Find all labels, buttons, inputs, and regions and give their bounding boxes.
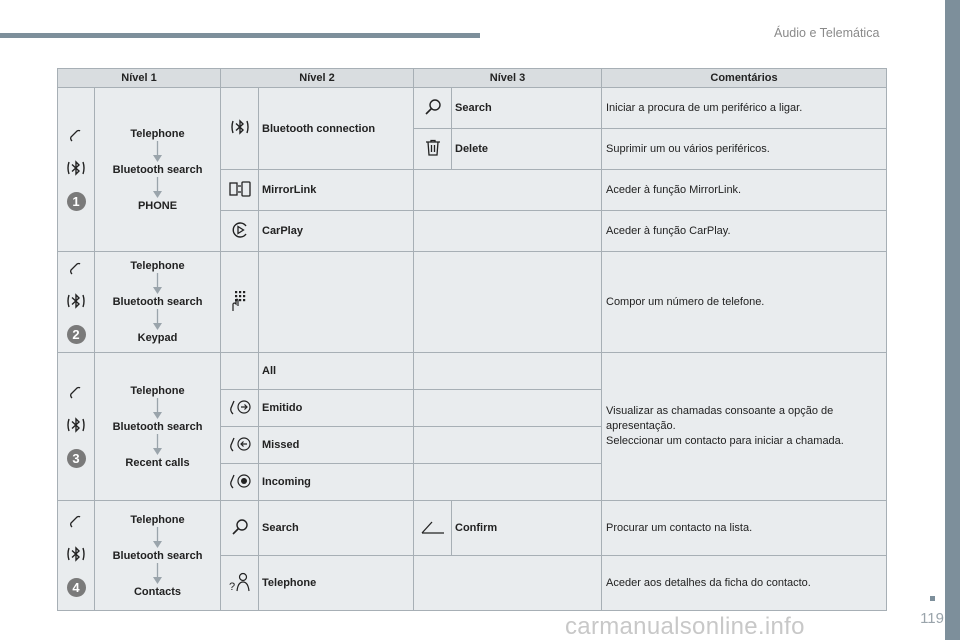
level2-label: Emitido bbox=[259, 390, 414, 427]
level1-path bbox=[95, 501, 221, 611]
page-number: 119 bbox=[920, 610, 944, 627]
phone-icon bbox=[68, 514, 84, 530]
level3-empty bbox=[414, 353, 602, 390]
search-icon bbox=[423, 97, 443, 117]
group-icons-3 bbox=[58, 353, 95, 501]
column-header-level1: Nível 1 bbox=[58, 69, 221, 88]
level1-item: Contacts bbox=[133, 585, 182, 598]
phone-icon bbox=[68, 128, 84, 144]
level2-icon-cell bbox=[221, 427, 259, 464]
arrow-down-icon bbox=[152, 273, 163, 295]
level3-icon-cell bbox=[414, 88, 452, 129]
comment-line: Seleccionar um contacto para iniciar a chamada. bbox=[606, 435, 844, 447]
level2-icon-cell bbox=[221, 211, 259, 252]
menu-number-badge: 2 bbox=[67, 325, 86, 344]
comment-cell: Aceder aos detalhes da ficha do contacto. bbox=[602, 556, 887, 611]
level3-label: Delete bbox=[452, 129, 602, 170]
level2-icon-cell bbox=[221, 501, 259, 556]
level1-item: Telephone bbox=[130, 513, 185, 526]
level2-icon-cell bbox=[221, 556, 259, 611]
arrow-down-icon bbox=[152, 177, 163, 199]
arrow-down-icon bbox=[152, 563, 163, 585]
group-icons-1 bbox=[58, 88, 95, 252]
phone-icon bbox=[68, 385, 84, 401]
watermark: carmanualsonline.info bbox=[565, 613, 805, 640]
level2-label: Telephone bbox=[259, 556, 414, 611]
section-title: Áudio e Telemática bbox=[774, 26, 880, 40]
level3-empty bbox=[414, 390, 602, 427]
trash-icon bbox=[423, 138, 443, 158]
level2-icon-cell bbox=[221, 170, 259, 211]
level2-empty bbox=[259, 252, 414, 353]
table-header-row bbox=[58, 69, 887, 88]
level2-label: CarPlay bbox=[259, 211, 414, 252]
table-row bbox=[58, 88, 887, 129]
level2-icon-cell bbox=[221, 88, 259, 170]
level2-label: Missed bbox=[259, 427, 414, 464]
level3-empty bbox=[414, 170, 602, 211]
arrow-down-icon bbox=[152, 309, 163, 331]
level2-icon-cell bbox=[221, 464, 259, 501]
comment-cell: Iniciar a procura de um periférico a ligar. bbox=[602, 88, 887, 129]
level1-item: Telephone bbox=[130, 127, 185, 140]
comment-line: Visualizar as chamadas consoante a opção de bbox=[606, 405, 834, 417]
arrow-down-icon bbox=[152, 141, 163, 163]
bluetooth-icon bbox=[64, 289, 88, 313]
mirrorlink-icon bbox=[228, 179, 252, 199]
level2-label: All bbox=[259, 353, 414, 390]
comment-line: apresentação. bbox=[606, 420, 676, 432]
bluetooth-icon bbox=[64, 542, 88, 566]
level3-label: Search bbox=[452, 88, 602, 129]
comment-cell bbox=[602, 353, 887, 501]
arrow-down-icon bbox=[152, 527, 163, 549]
phone-icon bbox=[68, 261, 84, 277]
level3-empty bbox=[414, 427, 602, 464]
header-bar bbox=[0, 33, 480, 38]
menu-number-badge: 1 bbox=[67, 192, 86, 211]
bullet-marker bbox=[930, 596, 935, 601]
table-row bbox=[58, 501, 887, 556]
level2-label: Search bbox=[259, 501, 414, 556]
call-missed-icon bbox=[227, 434, 253, 454]
table-row bbox=[58, 353, 887, 390]
call-outgoing-icon bbox=[227, 397, 253, 417]
level1-item: Bluetooth search bbox=[112, 296, 203, 308]
arrow-down-icon bbox=[152, 434, 163, 456]
menu-table bbox=[57, 68, 887, 611]
level3-empty bbox=[414, 556, 602, 611]
contact-icon bbox=[228, 571, 252, 593]
level3-icon-cell bbox=[414, 501, 452, 556]
level3-empty bbox=[414, 252, 602, 353]
level2-label: Bluetooth connection bbox=[259, 88, 414, 170]
level1-path bbox=[95, 353, 221, 501]
level2-icon-cell bbox=[221, 390, 259, 427]
bluetooth-icon bbox=[228, 115, 252, 139]
level1-item: Bluetooth search bbox=[112, 549, 203, 562]
level1-item: Bluetooth search bbox=[112, 420, 203, 433]
call-incoming-icon bbox=[227, 471, 253, 491]
column-header-comments: Comentários bbox=[602, 69, 887, 88]
keypad-icon bbox=[230, 289, 250, 313]
level3-label: Confirm bbox=[452, 501, 602, 556]
comment-cell: Aceder à função CarPlay. bbox=[602, 211, 887, 252]
group-icons-2 bbox=[58, 252, 95, 353]
level1-item: Telephone bbox=[130, 260, 185, 272]
level1-item: Bluetooth search bbox=[112, 163, 203, 176]
level3-empty bbox=[414, 464, 602, 501]
level3-empty bbox=[414, 211, 602, 252]
search-icon bbox=[230, 517, 250, 537]
comment-cell: Suprimir um ou vários periféricos. bbox=[602, 129, 887, 170]
bluetooth-icon bbox=[64, 413, 88, 437]
level1-item: Recent calls bbox=[125, 456, 190, 469]
level2-label: MirrorLink bbox=[259, 170, 414, 211]
arrow-down-icon bbox=[152, 398, 163, 420]
table-row bbox=[58, 252, 887, 353]
level2-label: Incoming bbox=[259, 464, 414, 501]
column-header-level3: Nível 3 bbox=[414, 69, 602, 88]
column-header-level2: Nível 2 bbox=[221, 69, 414, 88]
level2-icon-cell bbox=[221, 353, 259, 390]
level1-item: Telephone bbox=[130, 384, 185, 397]
level2-icon-cell bbox=[221, 252, 259, 353]
level1-item: Keypad bbox=[137, 332, 178, 344]
carplay-icon bbox=[230, 220, 250, 240]
level1-item: PHONE bbox=[137, 199, 178, 212]
level1-path bbox=[95, 252, 221, 353]
comment-cell: Aceder à função MirrorLink. bbox=[602, 170, 887, 211]
menu-number-badge: 4 bbox=[67, 578, 86, 597]
back-arrow-icon bbox=[419, 517, 447, 537]
group-icons-4 bbox=[58, 501, 95, 611]
level3-icon-cell bbox=[414, 129, 452, 170]
comment-cell: Compor um número de telefone. bbox=[602, 252, 887, 353]
page-edge-strip bbox=[945, 0, 960, 640]
bluetooth-icon bbox=[64, 156, 88, 180]
comment-cell: Procurar um contacto na lista. bbox=[602, 501, 887, 556]
level1-path bbox=[95, 88, 221, 252]
menu-number-badge: 3 bbox=[67, 449, 86, 468]
